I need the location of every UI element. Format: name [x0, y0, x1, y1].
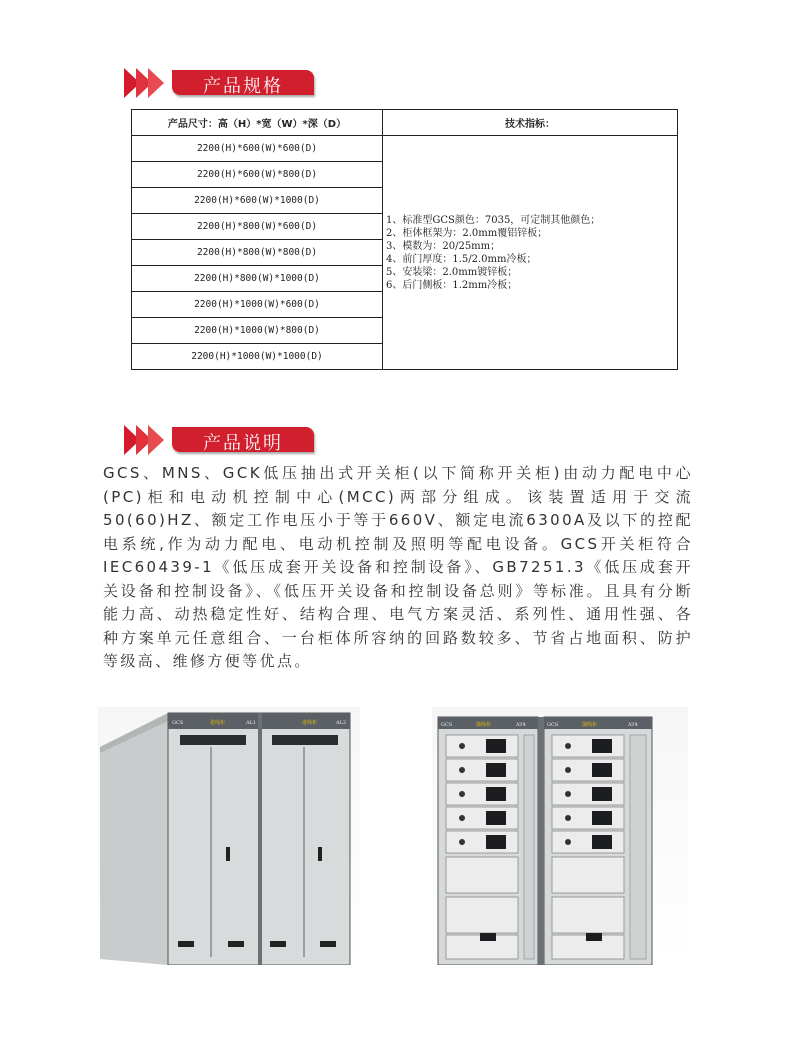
cabinet-photo-feeder — [432, 707, 688, 965]
cabinet-label: 进线柜 — [302, 720, 318, 726]
cabinet-illustration — [98, 707, 360, 965]
size-cell: 2200(H)*800(W)*600(D) — [132, 214, 383, 240]
section-title-box — [172, 70, 314, 95]
chevron-right-icon — [148, 68, 164, 98]
table-header-row — [132, 110, 678, 136]
tech-spec-line: 1、标准型GCS颜色：7035，可定制其他颜色； — [386, 214, 601, 226]
product-description: GCS、MNS、GCK低压抽出式开关柜(以下简称开关柜)由动力配电中心(PC)柜和电动机控制中心(MCC)两部分组成。该装置适用于交流50(60)HZ、额定工作电压小于等于660V、额定电流6300A及以下的控配电系统,作为动力配电、电动机控制及照明等配电设备。GCS开关柜符合IEC60439-1《低压成套开关设备和控制设备》、GB7251.3《低压成套开关设备和控制设备》、《低压开关设备和控制设备总则》等标准。且具有分断能力高、动热稳定性好、结构合理、电气方案灵活、系列性、通用性强、各种方案单元任意组合、一台柜体所容纳的回路数较多、节省占地面积、防护等级高、维修方便等优点。 — [103, 464, 693, 670]
cabinet-label: GCS — [441, 722, 453, 728]
size-cell: 2200(H)*600(W)*1000(D) — [132, 188, 383, 214]
cabinet-label: 进线柜 — [210, 720, 226, 726]
cabinet-illustration — [432, 707, 688, 965]
cabinet-photo-incoming — [98, 707, 360, 965]
size-cell: 2200(H)*600(W)*800(D) — [132, 162, 383, 188]
spec-table — [131, 109, 678, 370]
tech-spec-line: 6、后门侧板：1.2mm冷板； — [386, 279, 518, 291]
cabinet-label: AL2 — [336, 720, 347, 726]
cabinet-label: AL1 — [246, 720, 257, 726]
spec-section-header — [120, 68, 320, 98]
chevron-right-icon — [148, 425, 164, 455]
size-cell: 2200(H)*1000(W)*1000(D) — [132, 344, 383, 370]
size-column-header: 产品尺寸：高（H）*宽（W）*深（D） — [132, 110, 383, 136]
tech-spec-line: 3、模数为：20/25mm； — [386, 240, 501, 252]
desc-section-title: 产品说明 — [203, 433, 283, 454]
cabinet-label: GCS — [172, 720, 184, 726]
section-title-box — [172, 427, 314, 452]
tech-column-header: 技术指标： — [383, 110, 678, 136]
cabinet-label: AT4 — [516, 722, 526, 728]
tech-spec-line: 5、安装梁：2.0mm镀锌板； — [386, 266, 518, 278]
tech-spec-line: 4、前门厚度：1.5/2.0mm冷板； — [386, 253, 537, 265]
size-cell: 2200(H)*800(W)*800(D) — [132, 240, 383, 266]
desc-section-header — [120, 425, 320, 455]
spec-section-title: 产品规格 — [203, 76, 283, 97]
size-cell: 2200(H)*600(W)*600(D) — [132, 136, 383, 162]
table-row — [132, 136, 678, 162]
size-cell: 2200(H)*1000(W)*800(D) — [132, 318, 383, 344]
tech-spec-cell — [383, 136, 678, 370]
size-cell: 2200(H)*800(W)*1000(D) — [132, 266, 383, 292]
cabinet-label: 馈线柜 — [476, 722, 492, 728]
tech-spec-line: 2、柜体框架为：2.0mm覆铝锌板； — [386, 227, 548, 239]
size-cell: 2200(H)*1000(W)*600(D) — [132, 292, 383, 318]
cabinet-label: AT4 — [628, 722, 638, 728]
cabinet-label: 馈线柜 — [582, 722, 598, 728]
cabinet-label: GCS — [547, 722, 559, 728]
